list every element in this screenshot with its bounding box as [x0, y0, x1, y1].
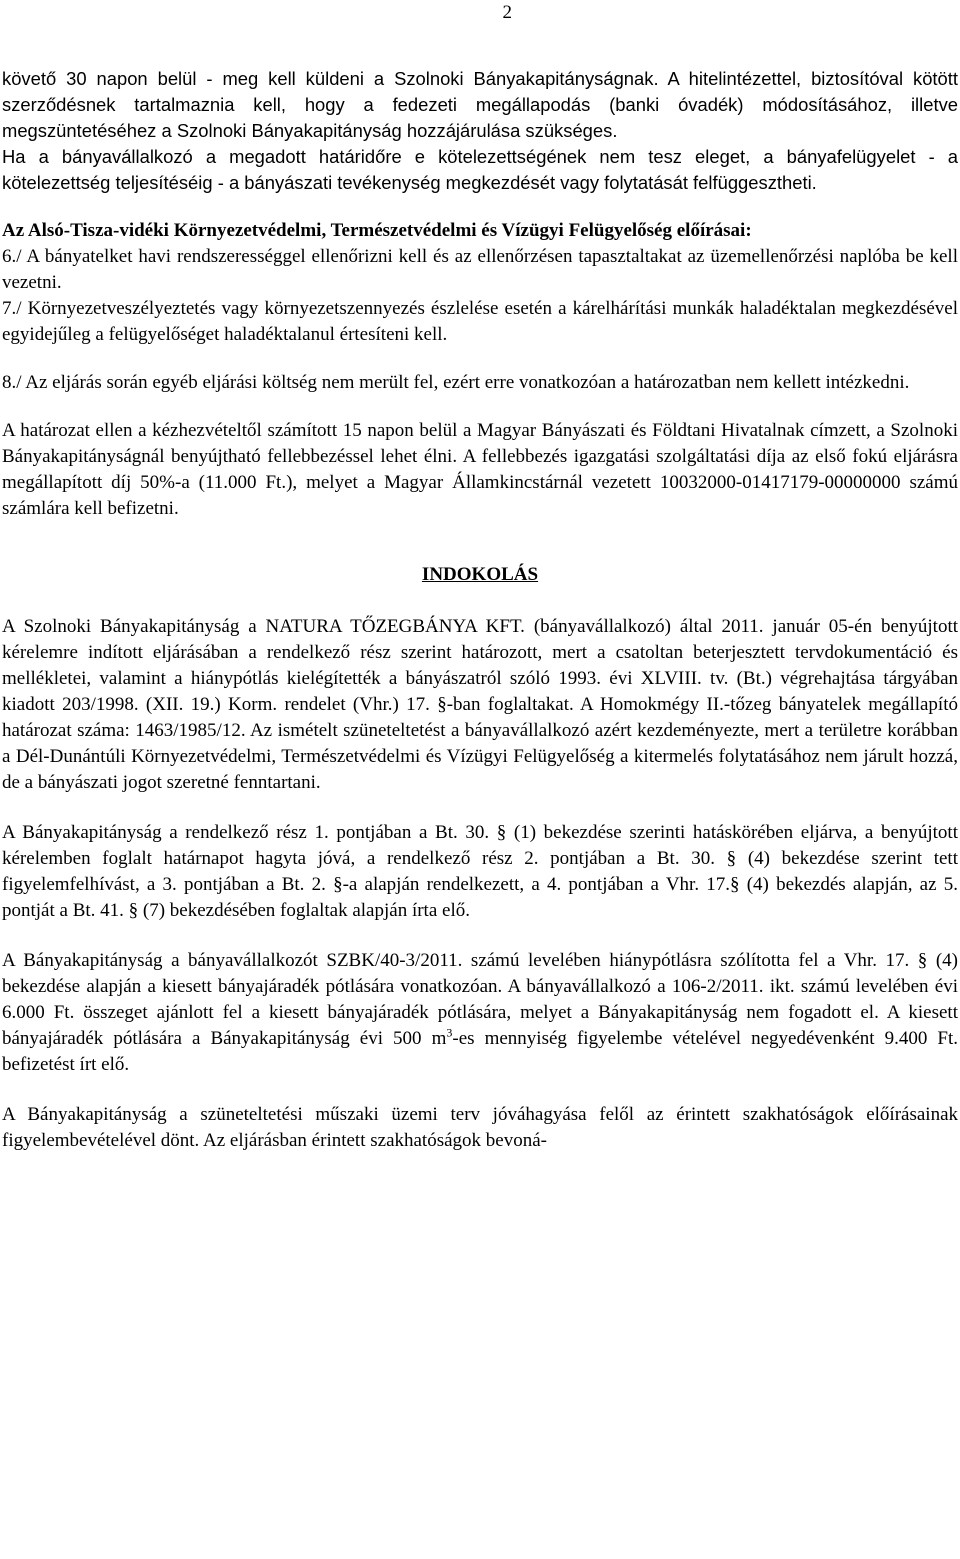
paragraph-deposit-notice: követő 30 napon belül - meg kell küldeni a Szolnoki Bányakapitányságnak. A hitelintézettel, biztosítóval kötött szerződésnek tartalmaznia kell, hogy a fedezeti megállapodás (banki óvadék) módosításához, illetve megszüntetéséhez a Szolnoki Bányakapitányság hozzájárulása szükséges.: [2, 68, 958, 141]
appeal-paragraph: A határozat ellen a kézhezvételtől számított 15 napon belül a Magyar Bányászati és Földtani Hivatalnak címzett, a Szolnoki Bányakapitányságnál benyújtható fellebbezéssel lehet élni. A fellebbezés igazgatási szolgáltatási díja az első fokú eljárásra megállapított díj 50%-a (11.000 Ft.), melyet a Magyar Államkincstárnál vezetett 10032000-01417179-00000000 számú számlára kell befizetni.: [2, 420, 958, 519]
requirement-item-8: 8./ Az eljárás során egyéb eljárási költség nem merült fel, ezért erre vonatkozóan a határozatban nem kellett intézkedni.: [2, 372, 910, 393]
reasoning-paragraph-4: A Bányakapitányság a szüneteltetési műszaki üzemi terv jóváhagyása felől az érintett szakhatóságok előírásainak figyelembevételével dönt. Az eljárásban érintett szakhatóságok bevoná-: [2, 1104, 958, 1151]
reasoning-paragraph-2: A Bányakapitányság a rendelkező rész 1. pontjában a Bt. 30. § (1) bekezdése szerinti hatáskörében eljárva, a benyújtott kérelemben foglalt határnapot hagyta jóvá, a rendelkező rész 2. pontjában a Bt. 30. § (4) bekezdése szerint tett figyelemfelhívást, a 3. pontjában a Bt. 2. §-a alapján rendelkezett, a 4. pontjában a Vhr. 17.§ (4) bekezdés alapján, az 5. pontját a Bt. 41. § (7) bekezdésében foglaltak alapján írta elő.: [2, 822, 958, 921]
requirement-item-6: 6./ A bányatelket havi rendszerességgel ellenőrizni kell és az ellenőrzésen tapasztaltakat az üzemellenőrzési naplóba be kell vezetni.: [2, 246, 958, 293]
reasoning-paragraph-3-text-end: -es mennyiség figyelembe vételével negyedévenként 9.400 Ft. befizetést írt elő.: [2, 1028, 958, 1075]
reasoning-paragraph-1: A Szolnoki Bányakapitányság a NATURA TŐZEGBÁNYA KFT. (bányavállalkozó) által 2011. január 05-én benyújtott kérelemre indított eljárásában a rendelkező rész szerint határozott, mert a csatoltan beterjesztett tervdokumentáció és mellékletei, valamint a hiánypótlás kielégítették a bányászatról szóló 1993. évi XLVIII. tv. (Bt.) végrehajtása tárgyában kiadott 203/1998. (XII. 19.) Korm. rendelet (Vhr.) 17. §-ban foglaltakat. A Homokmégy II.-tőzeg bányatelek megállapító határozat száma: 1463/1985/12. Az ismételt szüneteltetést a bányavállalkozó azért kezdeményezte, mert a területre korábban a Dél-Dunántúli Környezetvédelmi, Természetvédelmi és Vízügyi Felügyelőség a kitermelés folytatásához nem járult hozzá, de a bányászati jogot szeretné fenntartani.: [2, 616, 958, 793]
authority-requirements-heading: Az Alsó-Tisza-vidéki Környezetvédelmi, Természetvédelmi és Vízügyi Felügyelőség előírásai:: [2, 220, 752, 241]
page-number: 2: [502, 2, 512, 23]
document-body: [0, 66, 960, 1154]
requirement-item-7: 7./ Környezetveszélyeztetés vagy környezetszennyezés észlelése esetén a kárelhárítási munkák haladéktalan megkezdésével egyidejűleg a felügyelőséget haladéktalanul értesíteni kell.: [2, 298, 958, 345]
section-title-indokolas: INDOKOLÁS: [421, 564, 539, 585]
reasoning-paragraph-3-text: A Bányakapitányság a bányavállalkozót SZBK/40-3/2011. számú levelében hiánypótlásra szólította fel a Vhr. 17. § (4) bekezdése alapján a kiesett bányajáradék pótlására vonatkozóan. A bányavállalkozó a 106-2/2011. ikt. számú levelében évi 6.000 Ft. összeget ajánlott fel a kiesett bányajáradék pótlására, melyet a Bányakapitányság nem fogadott el. A kiesett bányajáradék pótlására a Bányakapitányság évi 500 m: [2, 950, 958, 1049]
cubic-superscript: 3: [446, 1025, 453, 1040]
paragraph-suspension-warning: Ha a bányavállalkozó a megadott határidőre e kötelezettségének nem tesz eleget, a bányafelügyelet - a kötelezettség teljesítéséig - a bányászati tevékenység megkezdését vagy folytatását felfüggesztheti.: [2, 146, 958, 193]
reasoning-paragraph-3: [2, 948, 958, 1078]
